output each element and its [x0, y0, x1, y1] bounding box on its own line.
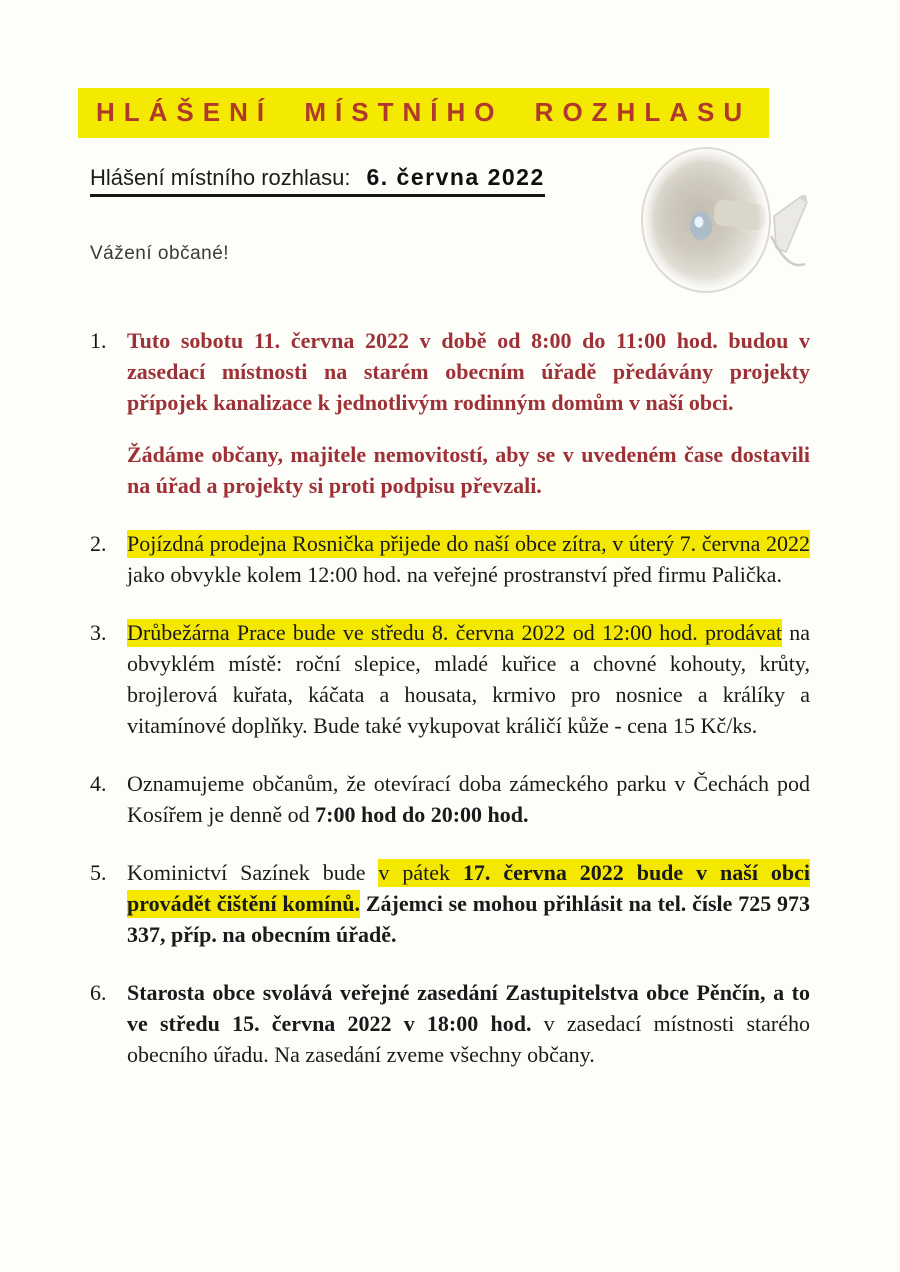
item-body [127, 977, 810, 1070]
megaphone-image [626, 140, 826, 310]
announcement-item-4 [90, 768, 810, 830]
item-number: 1. [90, 328, 107, 353]
item-body [127, 325, 810, 501]
text-run: na obvyklém místě: roční slepice, mladé kuřice a chovné kohouty, krůty, brojlerová kuřata, káčata a housata, krmivo pro nosnice a králíky a vitamínové doplňky. Bude také vykupovat králičí kůže - cena 15 Kč/ks. [127, 620, 810, 738]
page-title: HLÁŠENÍ MÍSTNÍHO ROZHLASU [96, 97, 752, 127]
paragraph [127, 528, 810, 590]
announcement-item-3 [90, 617, 810, 741]
text-run: Oznamujeme občanům, že otevírací doba zámeckého parku v Čechách pod Kosířem je denně od [127, 771, 810, 827]
text-run: Starosta obce svolává veřejné zasedání Zastupitelstva obce Pěnčín, a to ve středu 15. června 2022 v 18:00 hod. [127, 980, 810, 1036]
text-run: v zasedací místnosti starého obecního úřadu. Na zasedání zveme všechny občany. [127, 1011, 810, 1067]
text-run: 17. června 2022 bude v naší obci provádět čištění komínů. [127, 860, 810, 916]
text-run: jako obvykle kolem 12:00 hod. na veřejné prostranství před firmu Palička. [127, 562, 782, 587]
item-number: 6. [90, 980, 107, 1005]
announcement-item-2 [90, 528, 810, 590]
item-number: 5. [90, 860, 107, 885]
paragraph [127, 439, 810, 501]
subtitle [90, 164, 545, 197]
text-run: 7:00 hod do 20:00 hod. [315, 802, 529, 827]
announcement-list [90, 325, 810, 1070]
announcement-item-6 [90, 977, 810, 1070]
salutation: Vážení občané! [90, 243, 230, 264]
title-banner [78, 88, 769, 138]
text-run: Kominictví Sazínek bude [127, 860, 379, 885]
text-run: Tuto sobotu 11. června 2022 v době od 8:00 do 11:00 hod. budou v zasedací místnosti na starém obecním úřadě předávány projekty přípojek kanalizace k jednotlivým rodinným domům v naší obci. [127, 328, 810, 415]
text-run: Pojízdná prodejna Rosnička přijede do naší obce zítra, v úterý 7. června 2022 [127, 531, 810, 556]
subtitle-date: 6. června 2022 [366, 164, 545, 190]
item-number: 4. [90, 771, 107, 796]
announcement-item-1 [90, 325, 810, 501]
subtitle-label: Hlášení místního rozhlasu: [90, 165, 351, 190]
item-body [127, 768, 810, 830]
megaphone-icon [626, 140, 826, 310]
item-body [127, 857, 810, 950]
text-run: Drůbežárna Prace bude ve středu 8. června 2022 od 12:00 hod. prodávat [127, 620, 782, 645]
text-run: Žádáme občany, majitele nemovitostí, aby se v uvedeném čase dostavili na úřad a projekty si proti podpisu převzali. [127, 442, 810, 498]
paragraph [127, 325, 810, 418]
item-number: 3. [90, 620, 107, 645]
paragraph [127, 617, 810, 741]
paragraph [127, 977, 810, 1070]
item-body [127, 617, 810, 741]
text-run: v pátek [378, 860, 463, 885]
paragraph [127, 857, 810, 950]
item-body [127, 528, 810, 590]
text-run: Zájemci se mohou přihlásit na tel. čísle 725 973 337, příp. na obecním úřadě. [127, 891, 810, 947]
paragraph [127, 768, 810, 830]
announcement-item-5 [90, 857, 810, 950]
item-number: 2. [90, 531, 107, 556]
